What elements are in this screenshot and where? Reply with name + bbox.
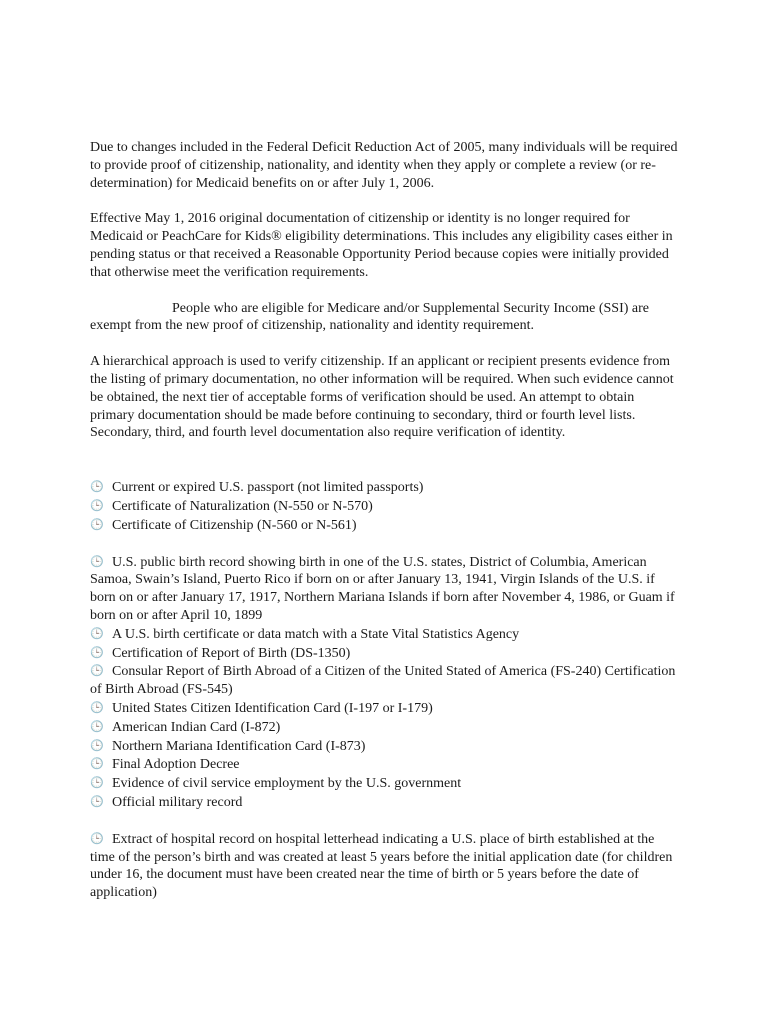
list-item [90,478,678,497]
list-item-text: A U.S. birth certificate or data match with a State Vital Statistics Agency [112,626,520,642]
list-item-text: Extract of hospital record on hospital letterhead indicating a U.S. place of birth established at the time of the person’s birth and was created at least 5 years before the initial application date (for children under 16, the document must have been created near the time of birth or 5 years before the date of application) [90,831,673,901]
paragraph-hierarchical-approach: A hierarchical approach is used to verify citizenship. If an applicant or recipient presents evidence from the listing of primary documentation, no other information will be required. When such evidence cannot be obtained, the next tier of acceptable forms of verification should be used. An attempt to obtain primary documentation should be made before continuing to secondary, third or fourth level lists. Secondary, third, and fourth level documentation also require verification of identity. [90,354,674,441]
document-page [90,139,678,902]
list-item [90,497,678,516]
clock-icon: 🕒 [90,794,104,808]
clock-icon: 🕒 [90,626,104,640]
primary-documentation-list [90,478,678,534]
clock-icon: 🕒 [90,719,104,733]
list-item-text: United States Citizen Identification Card (I-197 or I-179) [112,700,433,716]
list-item [90,737,678,756]
clock-icon: 🕒 [90,517,104,531]
list-item-text: U.S. public birth record showing birth in one of the U.S. states, District of Columbia, American Samoa, Swain’s Island, Puerto Rico if born on or after January 13, 1941, Virgin Islands of the U.S. if born on or after January 17, 1917, Northern Mariana Islands if born after November 4, 1986, or Guam if born on or after April 10, 1899 [90,554,675,623]
list-item-text: Certificate of Citizenship (N-560 or N-561) [112,517,357,533]
paragraph-original-documentation: Effective May 1, 2016 original documentation of citizenship or identity is no longer required for Medicaid or PeachCare for Kids® eligibility determinations. This includes any eligibility cases either in pending status or that received a Reasonable Opportunity Period because copies were initially provided that otherwise meet the verification requirements. [90,211,673,280]
list-spacer [90,535,678,553]
clock-icon: 🕒 [90,757,104,771]
list-spacer [90,812,678,830]
list-item [90,553,678,625]
clock-icon: 🕒 [90,776,104,790]
paragraph-medicare-ssi-exemption [90,300,678,336]
clock-icon: 🕒 [90,498,104,512]
list-item-text: Certificate of Naturalization (N-550 or N-570) [112,498,373,514]
list-item-text: Consular Report of Birth Abroad of a Citizen of the United Stated of America (FS-240) Certification of Birth Abroad (FS-545) [90,664,676,698]
list-item [90,699,678,718]
list-item [90,718,678,737]
third-level-documentation-list [90,830,678,902]
clock-icon: 🕒 [90,700,104,714]
list-item [90,774,678,793]
paragraph-medicare-ssi-text: People who are eligible for Medicare and/or Supplemental Security Income (SSI) are exempt from the new proof of citizenship, nationality and identity requirement. [90,300,650,334]
list-item-text: Final Adoption Decree [112,757,240,773]
list-item-text: Current or expired U.S. passport (not limited passports) [112,480,424,496]
clock-icon: 🕒 [90,645,104,659]
secondary-documentation-list [90,553,678,812]
section-spacer [90,442,678,478]
list-item [90,793,678,812]
list-item [90,644,678,663]
list-item [90,625,678,644]
list-item-text: Northern Mariana Identification Card (I-873) [112,738,366,754]
clock-icon: 🕒 [90,831,104,845]
list-item [90,830,678,902]
clock-icon: 🕒 [90,664,104,678]
clock-icon: 🕒 [90,480,104,494]
clock-icon: 🕒 [90,738,104,752]
list-item-text: Evidence of civil service employment by the U.S. government [112,776,462,792]
clock-icon: 🕒 [90,554,104,568]
list-item-text: Official military record [112,794,243,810]
list-item-text: Certification of Report of Birth (DS-1350) [112,645,351,661]
paragraph-deficit-reduction-act: Due to changes included in the Federal Deficit Reduction Act of 2005, many individuals will be required to provide proof of citizenship, nationality, and identity when they apply or complete a review (or re-determination) for Medicaid benefits on or after July 1, 2006. [90,140,678,191]
list-item [90,516,678,535]
list-item [90,755,678,774]
list-item-text: American Indian Card (I-872) [112,719,281,735]
list-item [90,662,678,699]
